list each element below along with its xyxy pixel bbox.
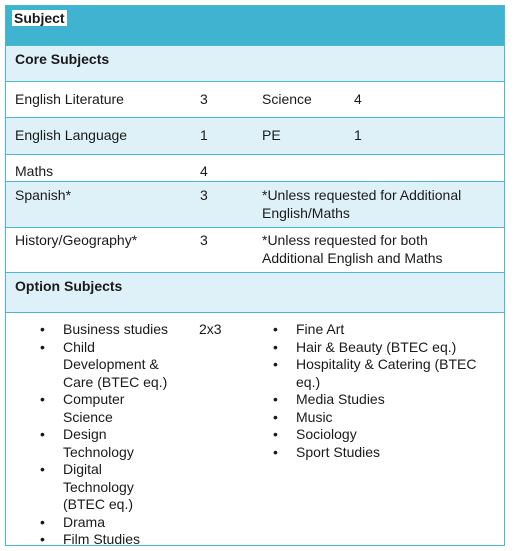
list-item [63, 514, 198, 532]
subject-name: Spanish* [15, 187, 72, 203]
list-item [63, 391, 198, 426]
table-row [6, 82, 504, 118]
table-row [6, 182, 504, 228]
list-item [296, 444, 501, 462]
list-item [63, 321, 198, 339]
list-item-line: Technology [63, 443, 134, 460]
subject-value: 4 [200, 163, 208, 179]
list-item-line: • Child [63, 338, 95, 355]
table-row [6, 118, 504, 155]
table-header-row [6, 6, 504, 46]
list-item [63, 531, 198, 549]
option-subjects-list-row [6, 313, 504, 545]
list-item-line: • Fine Art [296, 321, 345, 337]
table-row [6, 155, 504, 182]
core-subjects-heading: Core Subjects [15, 51, 110, 67]
list-item [296, 426, 501, 444]
subject-note-line: English/Maths [262, 205, 350, 221]
subject-name: PE [262, 127, 281, 143]
list-item-line: • Media Studies [296, 391, 385, 407]
list-item-line: • Business studies [63, 321, 169, 337]
list-item [296, 321, 501, 339]
option-subjects-list-right [296, 321, 501, 461]
list-item-line: • Digital [63, 461, 102, 477]
subject-name: History/Geography* [15, 232, 138, 248]
core-subjects-heading-row [6, 46, 504, 82]
list-item-line: • Film Studies [63, 531, 141, 547]
list-item [63, 339, 198, 392]
list-item-line: (BTEC eq.) [63, 496, 134, 512]
list-item [63, 426, 198, 461]
list-item-line: Technology [63, 478, 134, 495]
list-item-line: • Design [63, 426, 107, 442]
subject-value: 3 [200, 91, 208, 107]
list-item-line: eq.) [296, 373, 321, 390]
subject-name: English Language [15, 127, 128, 143]
list-item-line: • Hair & Beauty (BTEC eq.) [296, 338, 457, 355]
subject-value: 1 [354, 127, 362, 143]
option-multiplier: 2x3 [199, 321, 222, 337]
list-item-line: • Computer [63, 391, 125, 407]
list-item-line: • Hospitality & Catering (BTEC [296, 356, 477, 372]
list-item [296, 409, 501, 427]
subject-value: 1 [200, 127, 208, 143]
subjects-table [5, 5, 505, 546]
subject-note-line: *Unless requested for Additional [262, 187, 462, 203]
list-item-line: Care (BTEC eq.) [63, 373, 168, 390]
list-item-line: • Sociology [296, 426, 357, 442]
list-item-line: • Music [296, 408, 333, 425]
option-subjects-list-left [63, 321, 198, 549]
subject-name: Science [262, 91, 312, 107]
table-row [6, 228, 504, 273]
list-item-line: • Drama [63, 513, 106, 530]
subject-note-line: Additional English and Maths [262, 250, 443, 266]
list-item [296, 356, 501, 391]
subject-value: 3 [200, 187, 208, 203]
list-item-line: Science [63, 408, 113, 425]
subject-name: English Literature [15, 91, 124, 107]
list-item [296, 339, 501, 357]
list-item [296, 391, 501, 409]
subject-name: Maths [15, 163, 54, 179]
list-item-line: • Sport Studies [296, 443, 381, 460]
subject-note-line: *Unless requested for both [262, 232, 428, 248]
list-item [63, 461, 198, 514]
subject-value: 3 [200, 232, 208, 248]
option-subjects-heading: Option Subjects [15, 278, 123, 294]
subject-value: 4 [354, 91, 362, 107]
list-item-line: Development & [63, 356, 159, 372]
header-title: Subject [14, 10, 65, 26]
option-subjects-heading-row [6, 273, 504, 313]
